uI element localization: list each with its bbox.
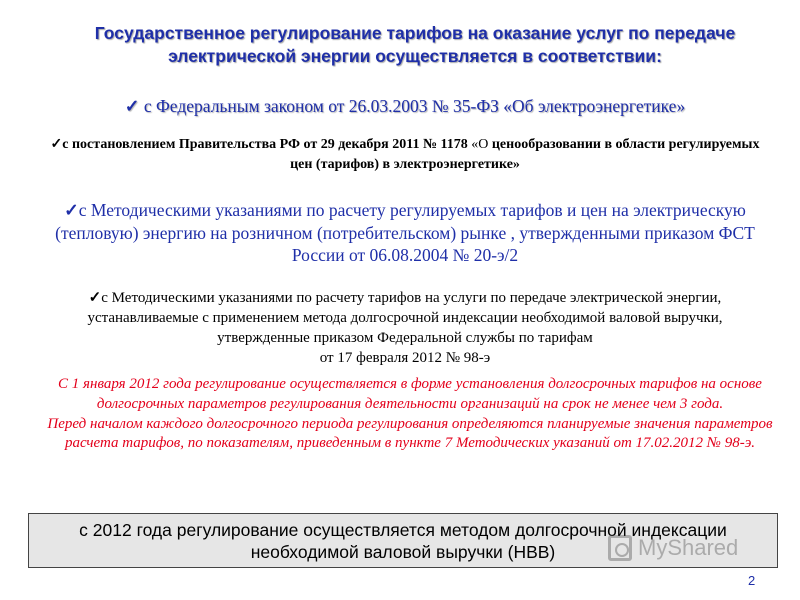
title-line-2: электрической энергии осуществляется в соответствии: — [168, 46, 662, 66]
watermark — [608, 535, 738, 561]
title-line-1: Государственное регулирование тарифов на оказание услуг по передаче — [94, 23, 736, 43]
watermark-text: MyShared — [638, 535, 739, 560]
checkmark-icon: ✓ — [88, 290, 102, 306]
law-item-government-decree — [40, 135, 770, 175]
summary-line-1: с 2012 года регулирование осуществляется методом долгосрочной индексации — [79, 520, 727, 540]
decree-normal-text: «О — [471, 137, 492, 152]
red-notes — [40, 375, 780, 454]
watermark-logo-icon — [608, 535, 632, 561]
slide-title — [30, 22, 800, 68]
checkmark-icon: ✓ — [50, 137, 63, 152]
methodical-transmission-date: от 17 февраля 2012 № 98-э — [319, 350, 491, 366]
decree-rest-text: ценообразовании в области регулируемых цен (тарифов) в электроэнергетике» — [290, 137, 760, 172]
methodical-retail-text: с Методическими указаниями по расчету регулируемых тарифов и цен на электрическую (тепловую) энергию на розничном (потребительском) рынке , утвержденными приказом ФСТ России от 06.08.2004 № 20-э/2 — [55, 200, 755, 265]
decree-bold-text: с постановлением Правительства РФ от 29 декабря 2011 № 1178 — [62, 137, 472, 152]
law-item-federal — [60, 95, 750, 117]
law-item-methodical-transmission — [40, 288, 770, 368]
checkmark-icon: ✓ — [124, 96, 140, 116]
law-item-methodical-retail — [40, 199, 770, 267]
law-item-federal-text: с Федеральным законом от 26.03.2003 № 35-ФЗ «Об электроэнергетике» — [143, 96, 686, 116]
summary-line-2: необходимой валовой выручки (НВВ) — [250, 542, 556, 562]
page-number: 2 — [748, 573, 756, 588]
red-note-2: Перед началом каждого долгосрочного периода регулирования определяются планируемые значения параметров расчета тарифов, по показателям, приведенным в пункте 7 Методических указаний от 17.02.2012 № 98-э. — [47, 415, 773, 452]
checkmark-icon: ✓ — [64, 200, 79, 220]
red-note-1: С 1 января 2012 года регулирование осуществляется в форме установления долгосрочных тарифов на основе долгосрочных параметров регулирования деятельности организаций на срок не менее чем 3 года. — [58, 376, 762, 412]
methodical-transmission-text: с Методическими указаниями по расчету тарифов на услуги по передаче электрической энергии, устанавливаемые с применением метода долгосрочной индексации необходимой валовой выручки, утвержденные приказом Федеральной службы по тарифам — [87, 290, 723, 346]
